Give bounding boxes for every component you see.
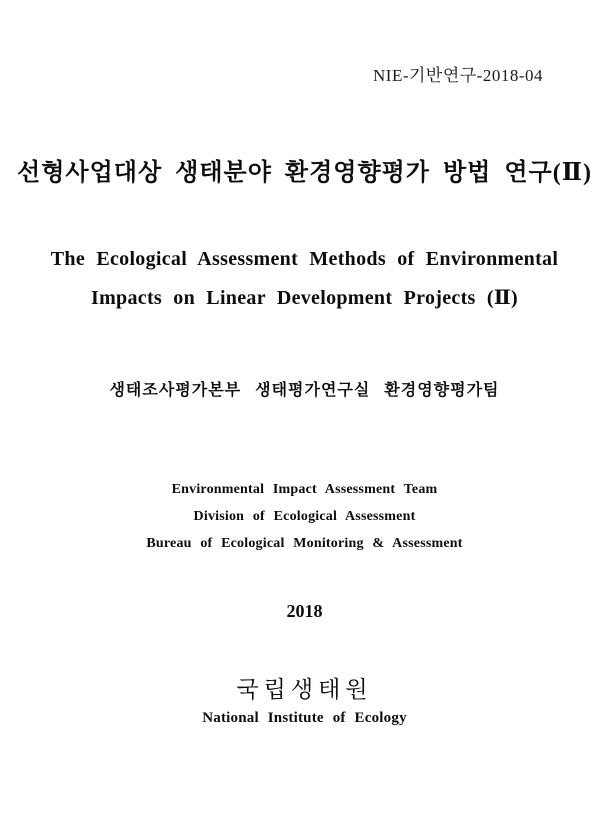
title-korean: 선형사업대상 생태분야 환경영향평가 방법 연구(Ⅱ) [17, 160, 592, 186]
team-line-3: Bureau of Ecological Monitoring & Assessment [146, 536, 463, 551]
institute-name-korean: 국립생태원 [236, 677, 373, 702]
publication-year: 2018 [286, 601, 323, 621]
institute-name-english: National Institute of Ecology [202, 710, 407, 726]
title-english [0, 240, 609, 318]
team-line-1: Environmental Impact Assessment Team [171, 482, 438, 497]
title-english-line1: The Ecological Assessment Methods of Environmental [50, 248, 559, 270]
title-english-line2: Impacts on Linear Development Projects (Ⅱ) [91, 287, 518, 309]
team-line-2: Division of Ecological Assessment [193, 509, 416, 524]
team-block [0, 476, 609, 557]
department-korean: 생태조사평가본부 생태평가연구실 환경영향평가팀 [109, 382, 500, 399]
report-number: NIE-기반연구-2018-04 [373, 66, 543, 85]
